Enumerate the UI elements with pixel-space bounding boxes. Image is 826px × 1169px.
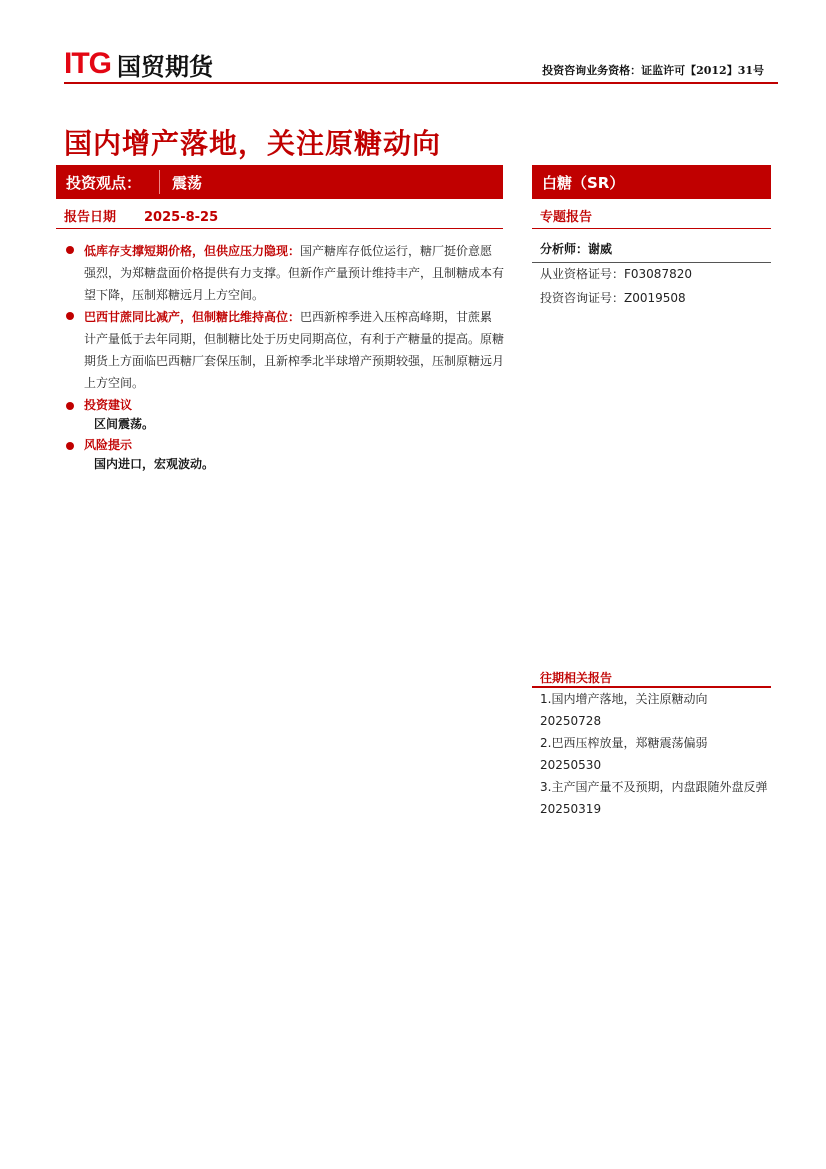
point-item (64, 240, 504, 306)
advice-heading: 投资建议 (84, 398, 133, 412)
report-type: 专题报告 (540, 210, 593, 225)
report-date (64, 206, 218, 225)
advice-section (64, 396, 504, 414)
view-bar (56, 165, 503, 199)
report-type-divider (532, 228, 771, 229)
company-logo (64, 48, 213, 80)
date-divider (56, 228, 503, 229)
bullet-dot-icon (66, 442, 74, 450)
report-title: 国内增产落地，关注原糖动向 (64, 127, 442, 160)
bullet-dot-icon (66, 312, 74, 320)
point-text: 国产糖库存低位运行，糖厂挺价意愿强烈，为郑糖盘面价格提供有力支撑。但新作产量预计维持丰产，且制糖成本有望下降，压制郑糖远月上方空间。 (84, 244, 505, 302)
point-heading: 低库存支撑短期价格，但供应压力隐现： (84, 244, 301, 258)
logo-latin: ITG (64, 47, 111, 80)
analyst-name: 分析师：谢威 (540, 242, 613, 256)
bullet-dot-icon (66, 246, 74, 254)
past-reports-heading: 往期相关报告 (540, 671, 613, 685)
advice-text: 区间震荡。 (94, 417, 155, 431)
analyst-cert-consult: 投资咨询证号：Z0019508 (540, 291, 686, 305)
point-text: 巴西新榨季进入压榨高峰期，甘蔗累计产量低于去年同期，但制糖比处于历史同期高位，有利于产糖量的提高。原糖期货上方面临巴西糖厂套保压制，且新榨季北半球增产预期较强，压制原糖远月上方空间。 (84, 310, 505, 390)
risk-text: 国内进口，宏观波动。 (94, 457, 215, 471)
past-report-item[interactable]: 3.主产国产量不及预期，内盘跟随外盘反弹 20250319 (540, 780, 768, 816)
report-date-value: 2025-8-25 (144, 210, 219, 225)
past-report-item[interactable]: 2.巴西压榨放量，郑糖震荡偏弱 20250530 (540, 736, 708, 772)
report-date-label: 报告日期 (64, 210, 117, 225)
past-reports-list (540, 688, 770, 820)
risk-section (64, 436, 504, 454)
qualification-text: 投资咨询业务资格：证监许可【2012】31号 (542, 64, 764, 77)
bullet-dot-icon (66, 402, 74, 410)
point-heading: 巴西甘蔗同比减产，但制糖比维持高位： (84, 310, 301, 324)
key-points (64, 240, 504, 474)
risk-heading: 风险提示 (84, 438, 133, 452)
past-report-item[interactable]: 1.国内增产落地，关注原糖动向 20250728 (540, 692, 708, 728)
product-bar (532, 165, 771, 199)
view-value: 震荡 (172, 173, 203, 192)
point-item (64, 306, 504, 394)
logo-chinese: 国贸期货 (117, 52, 213, 81)
view-label: 投资观点： (66, 173, 142, 192)
view-separator (159, 170, 160, 194)
analyst-divider (532, 262, 771, 263)
product-name: 白糖（SR） (542, 173, 625, 192)
analyst-cert-practice: 从业资格证号：F03087820 (540, 267, 692, 281)
header-divider (64, 82, 778, 84)
